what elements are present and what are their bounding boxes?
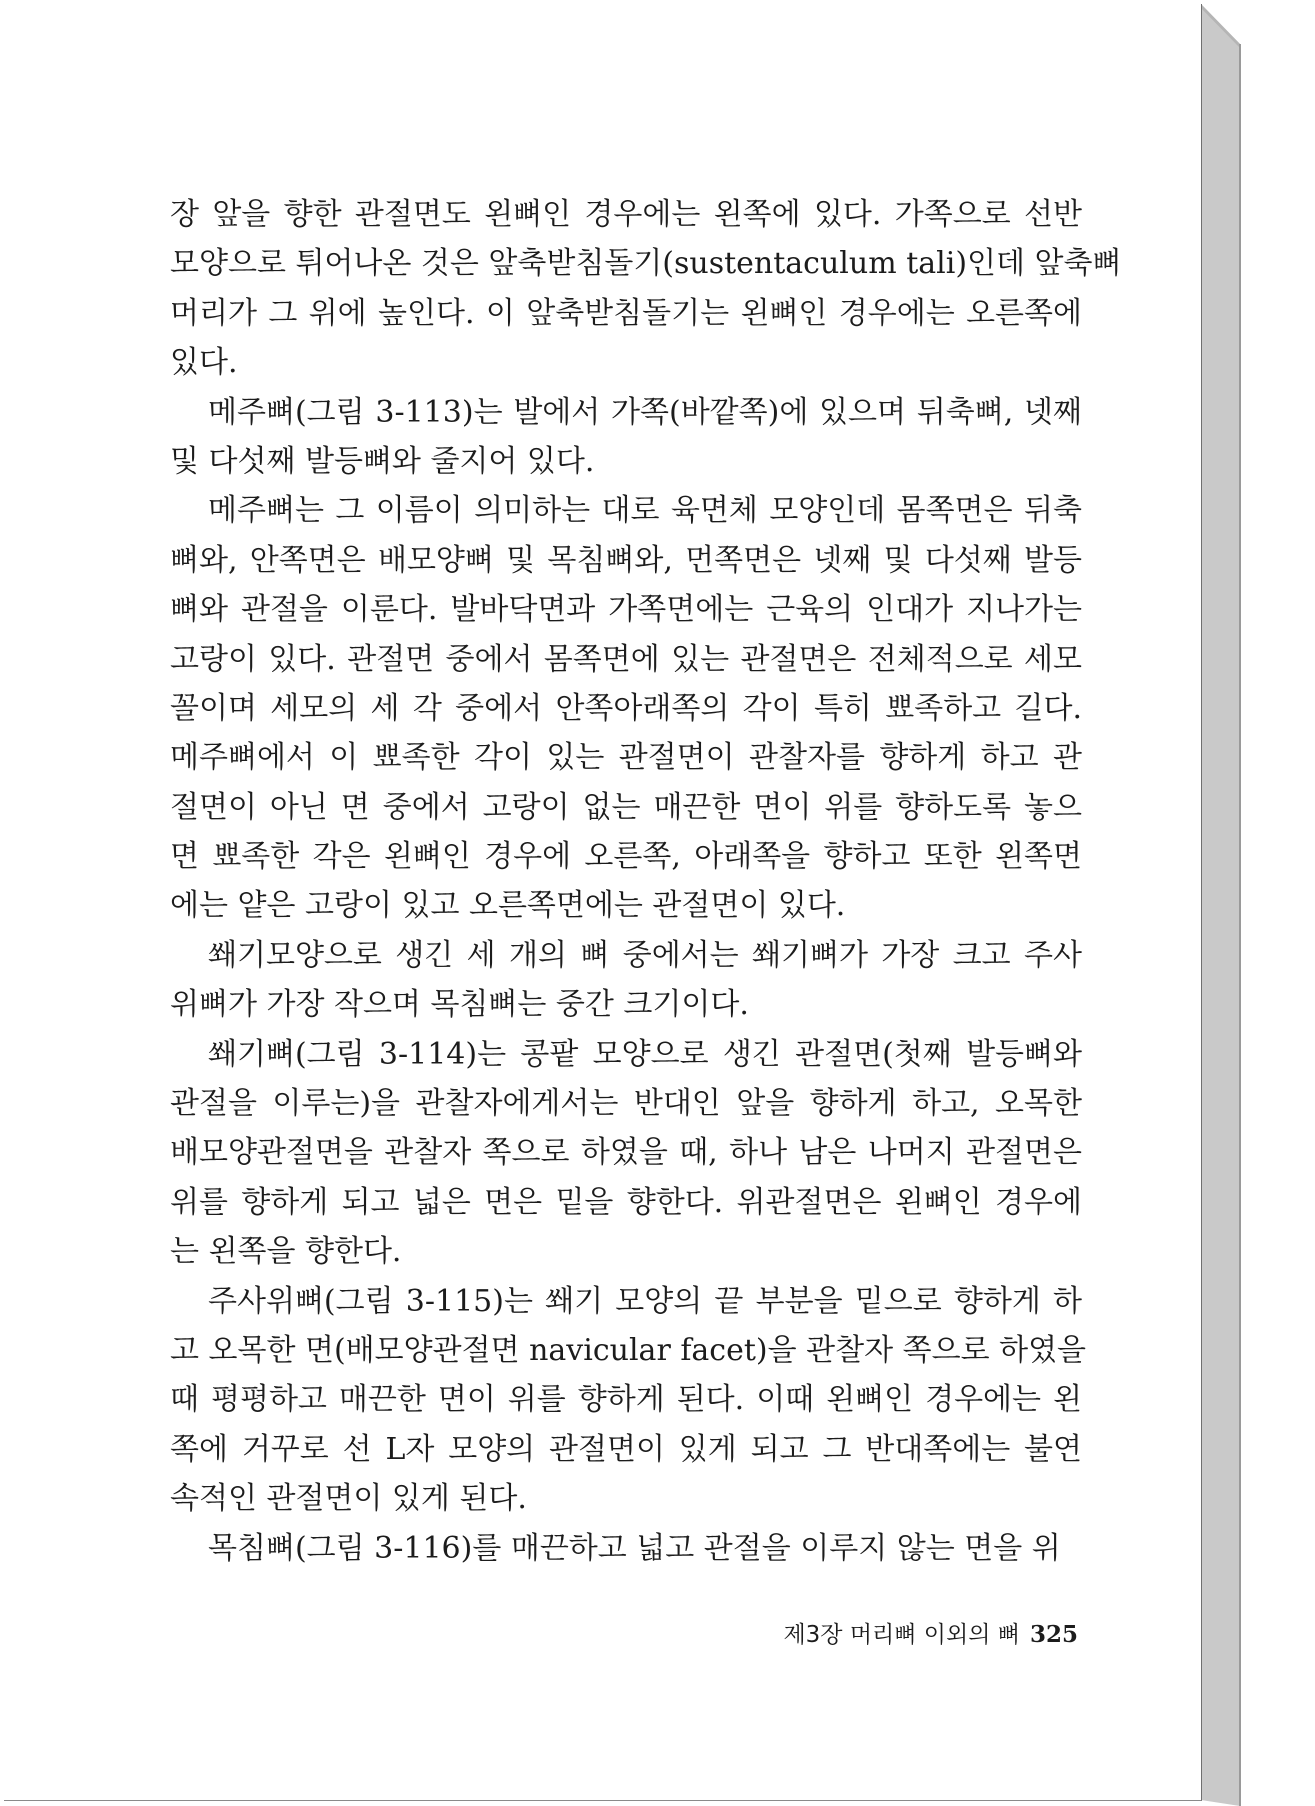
text-line: 메주뼈는 그 이름이 의미하는 대로 육면체 모양인데 몸쪽면은 뒤축 [208, 493, 1082, 529]
text-line: 있다. [170, 345, 238, 381]
text-line: 위뼈가 가장 작으며 목침뼈는 중간 크기이다. [170, 987, 749, 1023]
page-stack-side [1201, 4, 1240, 1806]
text-line: 뼈와 관절을 이룬다. 발바닥면과 가쪽면에는 근육의 인대가 지나가는 [170, 592, 1082, 628]
text-line: 쐐기뼈(그림 3-114)는 콩팥 모양으로 생긴 관절면(첫째 발등뼈와 [208, 1036, 1082, 1072]
text-line: 절면이 아닌 면 중에서 고랑이 없는 매끈한 면이 위를 향하도록 놓으 [170, 789, 1082, 825]
page-number: 325 [1029, 1621, 1078, 1648]
text-line: 배모양관절면을 관찰자 쪽으로 하였을 때, 하나 남은 나머지 관절면은 [170, 1135, 1082, 1171]
text-line: 장 앞을 향한 관절면도 왼뼈인 경우에는 왼쪽에 있다. 가쪽으로 선반 [170, 197, 1082, 232]
text-line: 고 오목한 면(배모양관절면 navicular facet)을 관찰자 쪽으로 하였을 [170, 1332, 1087, 1368]
text-line: 꼴이며 세모의 세 각 중에서 안쪽아래쪽의 각이 특히 뾰족하고 길다. [170, 690, 1082, 726]
text-line: 쪽에 거꾸로 선 L자 모양의 관절면이 있게 되고 그 반대쪽에는 불연 [170, 1431, 1082, 1467]
text-line: 관절을 이루는)을 관찰자에게서는 반대인 앞을 향하게 하고, 오목한 [170, 1086, 1082, 1122]
text-line: 및 다섯째 발등뼈와 줄지어 있다. [170, 443, 595, 479]
page-footer [783, 1616, 1078, 1649]
text-line: 면 뾰족한 각은 왼뼈인 경우에 오른쪽, 아래쪽을 향하고 또한 왼쪽면 [170, 839, 1082, 875]
text-line: 고랑이 있다. 관절면 중에서 몸쪽면에 있는 관절면은 전체적으로 세모 [170, 641, 1082, 677]
text-line: 모양으로 튀어나온 것은 앞축받침돌기(sustentaculum tali)인데 앞축뼈 [170, 246, 1122, 282]
text-line: 때 평평하고 매끈한 면이 위를 향하게 된다. 이때 왼뼈인 경우에는 왼 [170, 1382, 1082, 1418]
running-head: 제3장 머리뼈 이외의 뼈 [783, 1622, 1020, 1648]
text-line: 위를 향하게 되고 넓은 면은 밑을 향한다. 위관절면은 왼뼈인 경우에 [170, 1184, 1082, 1220]
text-line: 뼈와, 안쪽면은 배모양뼈 및 목침뼈와, 먼쪽면은 넷째 및 다섯째 발등 [170, 542, 1082, 578]
text-line: 는 왼쪽을 향한다. [170, 1234, 402, 1270]
text-line: 머리가 그 위에 높인다. 이 앞축받침돌기는 왼뼈인 경우에는 오른쪽에 [170, 295, 1082, 331]
book-page [4, 4, 1202, 1801]
text-line: 주사위뼈(그림 3-115)는 쐐기 모양의 끝 부분을 밑으로 향하게 하 [208, 1283, 1082, 1319]
body-text [170, 190, 1122, 1573]
text-line: 메주뼈에서 이 뾰족한 각이 있는 관절면이 관찰자를 향하게 하고 관 [170, 740, 1082, 776]
text-line: 쐐기모양으로 생긴 세 개의 뼈 중에서는 쐐기뼈가 가장 크고 주사 [208, 937, 1082, 973]
text-line: 메주뼈(그림 3-113)는 발에서 가쪽(바깥쪽)에 있으며 뒤축뼈, 넷째 [208, 394, 1082, 430]
text-line: 속적인 관절면이 있게 된다. [170, 1481, 527, 1517]
text-line: 목침뼈(그림 3-116)를 매끈하고 넓고 관절을 이루지 않는 면을 위 [208, 1530, 1061, 1566]
text-line: 에는 얕은 고랑이 있고 오른쪽면에는 관절면이 있다. [170, 888, 846, 924]
